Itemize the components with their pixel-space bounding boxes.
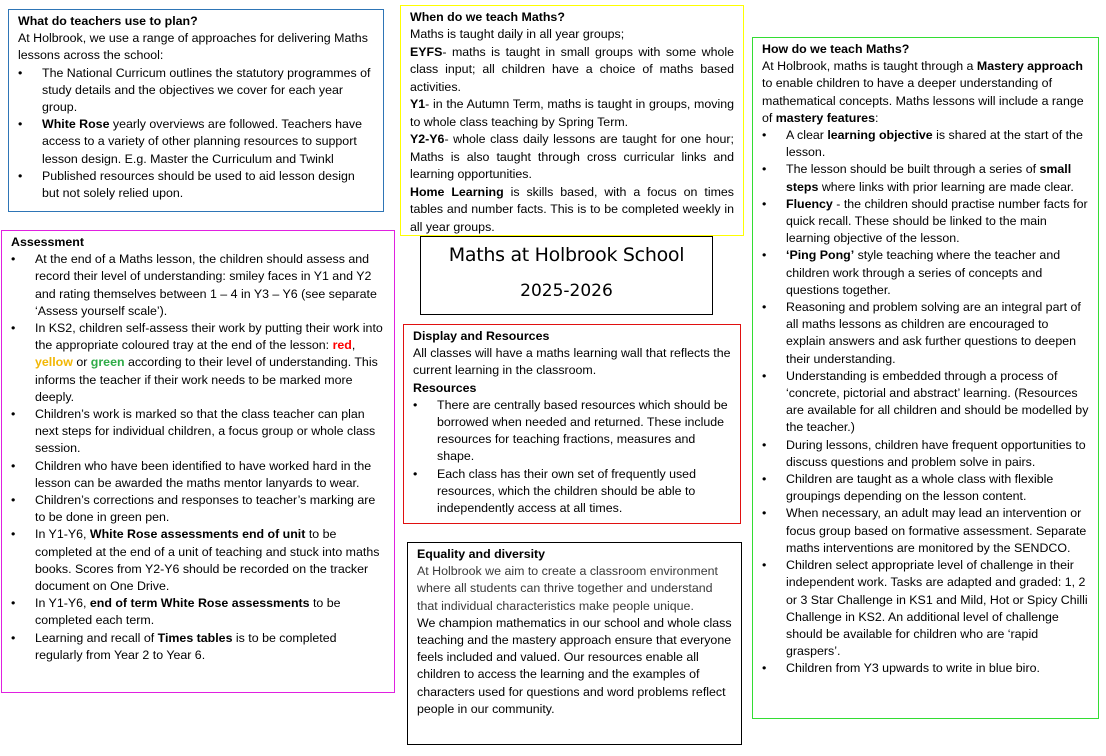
when-paragraph: Y2-Y6- whole class daily lessons are taught for one hour; Maths is also taught through cross curricular links and learning opportunities. — [410, 132, 734, 182]
bullet-icon: • — [762, 661, 767, 676]
page-title: Maths at Holbrook School — [448, 244, 685, 266]
green-tray-label: green — [90, 355, 125, 370]
bullet-icon: • — [762, 437, 767, 452]
list-item: • In KS2, children self-assess their work by putting their work into the appropriate coloured tray at the end of the lesson: red, yellow or green according to their level of understanding. This informs the teacher if their work needs to be marked more deeply. — [11, 321, 383, 404]
bullet-icon: • — [762, 300, 767, 315]
resources-list — [413, 397, 731, 517]
list-item: • Children’s corrections and responses to teacher’s marking are to be done in green pen. — [11, 493, 376, 525]
bullet-icon: • — [11, 596, 16, 611]
bullet-icon: • — [762, 248, 767, 263]
bullet-icon: • — [11, 493, 16, 508]
planning-section — [8, 9, 384, 212]
list-item: • Reasoning and problem solving are an integral part of all maths lessons as children are encouraged to explain answers and ask further questions to deepen their understanding. — [762, 300, 1081, 366]
list-item: • Fluency - the children should practise number facts for quick recall. These should be linked to the main learning objective of the lesson. — [762, 196, 1088, 246]
assessment-heading: Assessment — [11, 235, 85, 249]
assessment-list — [11, 251, 385, 664]
how-intro: At Holbrook, maths is taught through a Mastery approach to enable children to have a deeper understanding of mathematical concepts. Maths lessons will include a range of mastery features: — [762, 59, 1084, 125]
list-item: • A clear learning objective is shared at the start of the lesson. — [762, 128, 1083, 160]
bullet-icon: • — [762, 506, 767, 521]
planning-intro: At Holbrook, we use a range of approaches for delivering Maths lessons across the school: — [18, 31, 368, 63]
when-paragraph: Home Learning is skills based, with a focus on times tables and number facts. This is to be completed weekly in all year groups. — [410, 184, 734, 234]
bullet-icon: • — [762, 558, 767, 573]
bullet-icon: • — [18, 117, 23, 132]
assessment-section — [1, 230, 395, 693]
yellow-tray-label: yellow — [35, 355, 73, 370]
school-year: 2025-2026 — [520, 281, 613, 301]
list-item: • The lesson should be built through a series of small steps where links with prior learning are made clear. — [762, 162, 1074, 194]
equality-section — [407, 542, 742, 745]
bullet-icon: • — [11, 252, 16, 267]
list-item: • During lessons, children have frequent opportunities to discuss questions and problem solve in pairs. — [762, 437, 1086, 469]
display-heading: Display and Resources — [413, 329, 550, 343]
list-item: • Children are taught as a whole class with flexible groupings depending on the lesson content. — [762, 472, 1054, 504]
display-section — [403, 324, 741, 524]
bullet-icon: • — [18, 65, 23, 80]
bullet-icon: • — [18, 168, 23, 183]
list-item: • Children who have been identified to have worked hard in the lesson can be awarded the maths mentor lanyards to wear. — [11, 458, 372, 490]
planning-heading: What do teachers use to plan? — [18, 14, 198, 28]
bullet-icon: • — [762, 368, 767, 383]
display-intro: All classes will have a maths learning wall that reflects the current learning in the classroom. — [413, 346, 731, 378]
how-heading: How do we teach Maths? — [762, 42, 910, 56]
list-item: • Each class has their own set of frequently used resources, which the children should be able to independently access at all times. — [413, 466, 696, 516]
bullet-icon: • — [762, 196, 767, 211]
resources-subheading: Resources — [413, 380, 477, 395]
list-item: • Children select appropriate level of challenge in their independent work. Tasks are adapted and graded: 1, 2 or 3 Star Challenge in KS1 and Mild, Hot or Spicy Chilli Challenge in KS2. An additional level of challenge should be available for children who are ‘rapid graspers’. — [762, 558, 1088, 659]
equality-paragraph: At Holbrook we aim to create a classroom environment where all students can thrive together and understand that individual characteristics make people unique. — [417, 564, 718, 613]
title-box — [420, 236, 713, 315]
planning-list — [18, 65, 374, 203]
bullet-icon: • — [11, 407, 16, 422]
list-item: • Children’s work is marked so that the class teacher can plan next steps for individual children, a focus group or whole class session. — [11, 407, 376, 456]
how-section — [752, 37, 1099, 719]
when-intro: Maths is taught daily in all year groups; — [410, 27, 625, 42]
how-list — [762, 127, 1089, 678]
bullet-icon: • — [11, 458, 16, 473]
bullet-icon: • — [11, 321, 16, 336]
bullet-icon: • — [762, 162, 767, 177]
equality-paragraph: We champion mathematics in our school and whole class teaching and the mastery approach ensure that everyone feels included and valued. Our resources enable all children to access the learning and the examples of characters used for questions and word problems reflect people in our community. — [417, 615, 732, 716]
list-item: • Published resources should be used to aid lesson design but not solely relied upon. — [18, 168, 355, 201]
equality-heading: Equality and diversity — [417, 547, 546, 561]
bullet-icon: • — [11, 630, 16, 645]
bullet-icon: • — [762, 472, 767, 487]
red-tray-label: red — [332, 338, 352, 353]
list-item: • White Rose yearly overviews are followed. Teachers have access to a variety of other planning resources to support lesson design. E.g. Master the Curriculum and Twinkl — [18, 117, 362, 166]
when-heading: When do we teach Maths? — [410, 10, 565, 24]
bullet-icon: • — [413, 466, 418, 481]
list-item: • In Y1-Y6, White Rose assessments end of unit to be completed at the end of a unit of teaching and stuck into maths books. Scores from Y2-Y6 should be recorded on the tracker document on One Drive. — [11, 527, 380, 594]
list-item: • At the end of a Maths lesson, the children should assess and record their level of understanding: smiley faces in Y1 and Y2 and rating themselves between 1 – 4 in Y3 – Y6 (see separate ‘Assess yourself scale’). — [11, 252, 377, 318]
list-item: • In Y1-Y6, end of term White Rose assessments to be completed each term. — [11, 596, 341, 628]
list-item: • Children from Y3 upwards to write in blue biro. — [762, 660, 1089, 677]
list-item: • When necessary, an adult may lead an intervention or focus group based on formative assessment. Separate maths interventions are monitored by the SENDCO. — [762, 506, 1087, 555]
list-item: • There are centrally based resources which should be borrowed when needed and returned. These include resources for teaching fractions, measures and shape. — [413, 397, 728, 464]
list-item: • Learning and recall of Times tables is to be completed regularly from Year 2 to Year 6. — [11, 630, 337, 662]
when-paragraph: Y1- in the Autumn Term, maths is taught in groups, moving to whole class teaching by Spring Term. — [410, 97, 734, 129]
bullet-icon: • — [762, 128, 767, 143]
bullet-icon: • — [413, 397, 418, 412]
list-item: • The National Curricum outlines the statutory programmes of study details and the objectives we cover for each year group. — [18, 65, 371, 115]
when-section — [400, 5, 744, 236]
list-item: • Understanding is embedded through a process of ‘concrete, pictorial and abstract’ learning. (Resources are available for all children and should be modelled by the teacher.) — [762, 368, 1089, 435]
bullet-icon: • — [11, 527, 16, 542]
list-item: • ‘Ping Pong’ style teaching where the teacher and children work through a series of concepts and questions together. — [762, 248, 1061, 297]
when-paragraph: EYFS- maths is taught in small groups with some whole class input; all children have a choice of maths based activities. — [410, 44, 734, 94]
